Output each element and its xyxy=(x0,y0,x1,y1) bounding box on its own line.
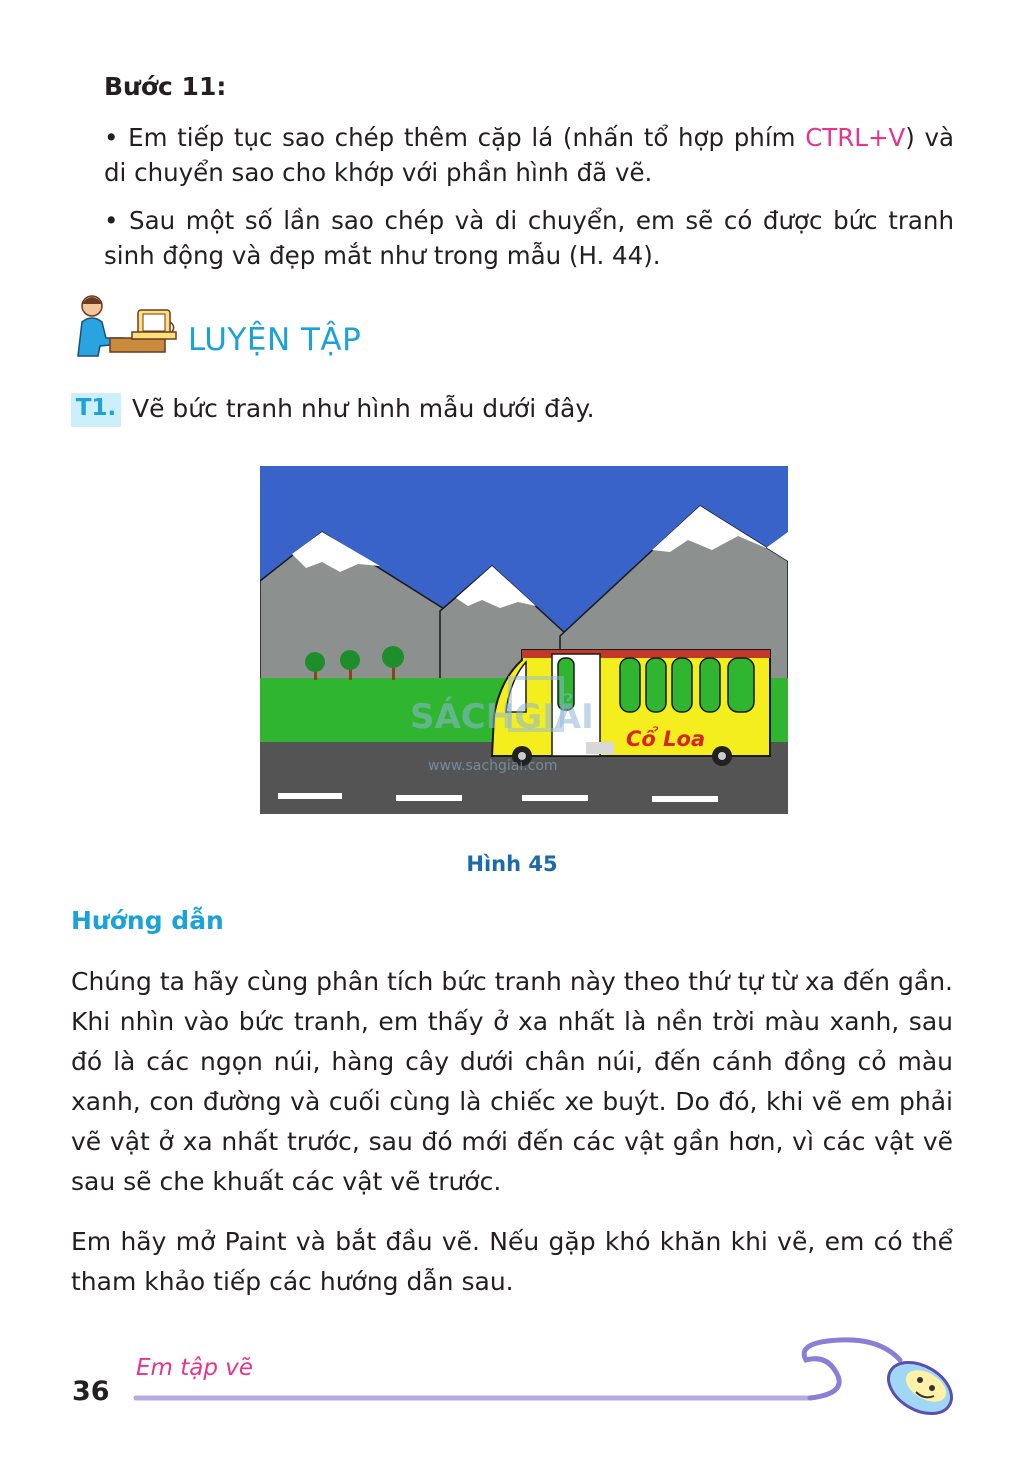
figure-caption: Hình 45 xyxy=(466,852,558,876)
computer-mouse-icon xyxy=(880,1352,961,1424)
footer-label: Em tập vẽ xyxy=(136,1355,254,1381)
guide-paragraph-2: Em hãy mở Paint và bắt đầu vẽ. Nếu gặp khó khăn khi vẽ, em có thể tham khảo tiếp các hướng dẫn sau. xyxy=(71,1227,953,1296)
step-title: Bước 11: xyxy=(104,72,227,101)
section-title: LUYỆN TẬP xyxy=(188,322,362,358)
step-bullet-1 xyxy=(104,120,954,190)
exercise-label: T1. xyxy=(71,393,121,427)
step-bullet-2: • Sau một số lần sao chép và di chuyển, em sẽ có được bức tranh sinh động và đẹp mắt như trong mẫu (H. 44). xyxy=(104,206,954,270)
exercise-text: Vẽ bức tranh như hình mẫu dưới đây. xyxy=(132,394,595,423)
bus-sign: Cổ Loa xyxy=(626,727,706,751)
footer-decoration xyxy=(0,1330,1024,1440)
bullet-text: • Em tiếp tục sao chép thêm cặp lá (nhấn tổ hợp phím xyxy=(104,123,806,152)
watermark-text: SÁCHGIẢI xyxy=(410,697,594,737)
page-number: 36 xyxy=(72,1376,110,1407)
bullet-text: ) và di chuyển sao cho khớp với phần hình đã vẽ. xyxy=(104,123,955,187)
bus-landscape-picture xyxy=(260,466,788,814)
keyboard-shortcut: CTRL+V xyxy=(805,123,906,152)
watermark-url: www.sachgiai.com xyxy=(428,758,558,774)
guide-paragraph-1: Chúng ta hãy cùng phân tích bức tranh này theo thứ tự từ xa đến gần. Khi nhìn vào bức tranh, em thấy ở xa nhất là nền trời màu xanh, sau đó là các ngọn núi, hàng cây dưới chân núi, đến cánh đồng cỏ màu xanh, con đường và cuối cùng là chiếc xe buýt. Do đó, khi vẽ em phải vẽ vật ở xa nhất trước, sau đó mới đến các vật gần hơn, vì các vật vẽ sau sẽ che khuất các vật vẽ trước. xyxy=(71,967,953,1196)
guide-title: Hướng dẫn xyxy=(71,906,224,935)
